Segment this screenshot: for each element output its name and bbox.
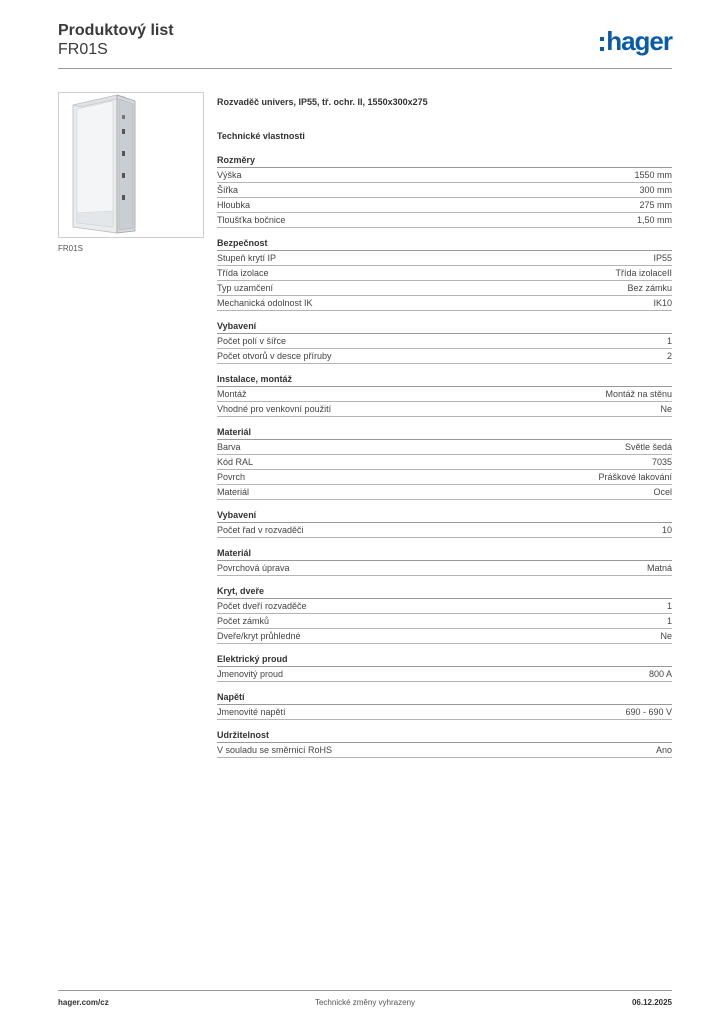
spec-row (217, 470, 672, 485)
spec-label: Mechanická odolnost IK (217, 298, 313, 308)
spec-value: Ne (660, 631, 672, 641)
spec-label: Tloušťka bočnice (217, 215, 286, 225)
spec-row (217, 251, 672, 266)
spec-value: 10 (661, 525, 672, 535)
page-footer (58, 998, 672, 1010)
section-title: Kryt, dveře (217, 585, 672, 599)
spec-label: Počet zámků (217, 616, 270, 626)
spec-sections (217, 154, 672, 758)
spec-label: Hloubka (217, 200, 251, 210)
spec-label: Jmenovitý proud (217, 669, 284, 679)
spec-label: Barva (217, 442, 241, 452)
spec-row (217, 213, 672, 228)
spec-value: Ne (660, 404, 672, 414)
spec-label: Jmenovité napětí (217, 707, 286, 717)
spec-value: 1 (666, 616, 672, 626)
image-caption: FR01S (58, 244, 83, 253)
spec-row (217, 387, 672, 402)
spec-value: IK10 (653, 298, 672, 308)
spec-row (217, 614, 672, 629)
spec-section (217, 154, 672, 228)
spec-row (217, 523, 672, 538)
spec-value: 1 (666, 336, 672, 346)
spec-row (217, 402, 672, 417)
spec-label: Stupeň krytí IP (217, 253, 277, 263)
spec-row (217, 440, 672, 455)
header-divider (58, 68, 672, 69)
spec-label: Montáž (217, 389, 247, 399)
section-title: Rozměry (217, 154, 672, 168)
spec-label: Třída izolace (217, 268, 269, 278)
spec-section (217, 729, 672, 758)
spec-row (217, 743, 672, 758)
spec-value: Ano (655, 745, 672, 755)
spec-row (217, 599, 672, 614)
spec-value: 300 mm (639, 185, 672, 195)
spec-label: V souladu se směrnicí RoHS (217, 745, 333, 755)
section-title: Udržitelnost (217, 729, 672, 743)
spec-row (217, 485, 672, 500)
section-title: Materiál (217, 426, 672, 440)
document-title: Produktový list (58, 22, 174, 39)
spec-section (217, 691, 672, 720)
spec-value: 1,50 mm (636, 215, 672, 225)
spec-row (217, 705, 672, 720)
section-title: Napětí (217, 691, 672, 705)
spec-section (217, 509, 672, 538)
spec-value: Práškové lakování (598, 472, 672, 482)
spec-label: Typ uzamčení (217, 283, 274, 293)
spec-label: Kód RAL (217, 457, 254, 467)
footer-date: 06.12.2025 (631, 998, 672, 1007)
spec-section (217, 237, 672, 311)
spec-label: Dveře/kryt průhledné (217, 631, 301, 641)
spec-section (217, 373, 672, 417)
spec-value: Montáž na stěnu (605, 389, 672, 399)
spec-row (217, 455, 672, 470)
spec-row (217, 629, 672, 644)
logo-text: hager (606, 26, 672, 56)
spec-value: 2 (666, 351, 672, 361)
section-title: Instalace, montáž (217, 373, 672, 387)
spec-label: Vhodné pro venkovní použití (217, 404, 332, 414)
spec-value: Bez zámku (627, 283, 672, 293)
spec-row (217, 183, 672, 198)
section-title: Vybavení (217, 509, 672, 523)
spec-row (217, 296, 672, 311)
spec-section (217, 547, 672, 576)
technical-properties-heading: Technické vlastnosti (217, 131, 305, 141)
spec-label: Povrch (217, 472, 246, 482)
spec-row (217, 168, 672, 183)
spec-value: Matná (646, 563, 672, 573)
spec-section (217, 653, 672, 682)
spec-row (217, 266, 672, 281)
spec-section (217, 426, 672, 500)
spec-label: Materiál (217, 487, 250, 497)
spec-value: 275 mm (639, 200, 672, 210)
spec-value: 800 A (648, 669, 672, 679)
spec-label: Počet polí v šířce (217, 336, 287, 346)
spec-value: 1 (666, 601, 672, 611)
page-header (58, 20, 672, 68)
footer-website-link[interactable]: hager.com/cz (58, 998, 109, 1007)
spec-section (217, 320, 672, 364)
spec-label: Povrchová úprava (217, 563, 290, 573)
spec-value: Třída izolaceII (615, 268, 672, 278)
section-title: Materiál (217, 547, 672, 561)
spec-row (217, 349, 672, 364)
logo-colon-icon (600, 37, 604, 51)
spec-value: Ocel (653, 487, 672, 497)
footer-disclaimer: Technické změny vyhrazeny (314, 998, 416, 1007)
spec-section (217, 585, 672, 644)
spec-label: Počet otvorů v desce příruby (217, 351, 332, 361)
spec-row (217, 667, 672, 682)
spec-value: 7035 (651, 457, 672, 467)
section-title: Elektrický proud (217, 653, 672, 667)
spec-label: Výška (217, 170, 242, 180)
spec-value: 690 - 690 V (625, 707, 672, 717)
section-title: Bezpečnost (217, 237, 672, 251)
section-title: Vybavení (217, 320, 672, 334)
enclosure-illustration (59, 93, 203, 237)
spec-row (217, 198, 672, 213)
spec-row (217, 561, 672, 576)
product-description: Rozvaděč univers, IP55, tř. ochr. II, 1550x300x275 (217, 97, 428, 107)
footer-divider (58, 990, 672, 991)
spec-value: IP55 (653, 253, 672, 263)
spec-label: Šířka (217, 185, 239, 195)
spec-label: Počet dveří rozvaděče (217, 601, 307, 611)
spec-row (217, 334, 672, 349)
product-code: FR01S (58, 41, 108, 58)
product-image (58, 92, 204, 238)
spec-value: 1550 mm (634, 170, 672, 180)
spec-label: Počet řad v rozvaděči (217, 525, 304, 535)
spec-content (217, 96, 672, 758)
hager-logo[interactable] (600, 28, 672, 54)
spec-value: Světle šedá (624, 442, 672, 452)
spec-row (217, 281, 672, 296)
